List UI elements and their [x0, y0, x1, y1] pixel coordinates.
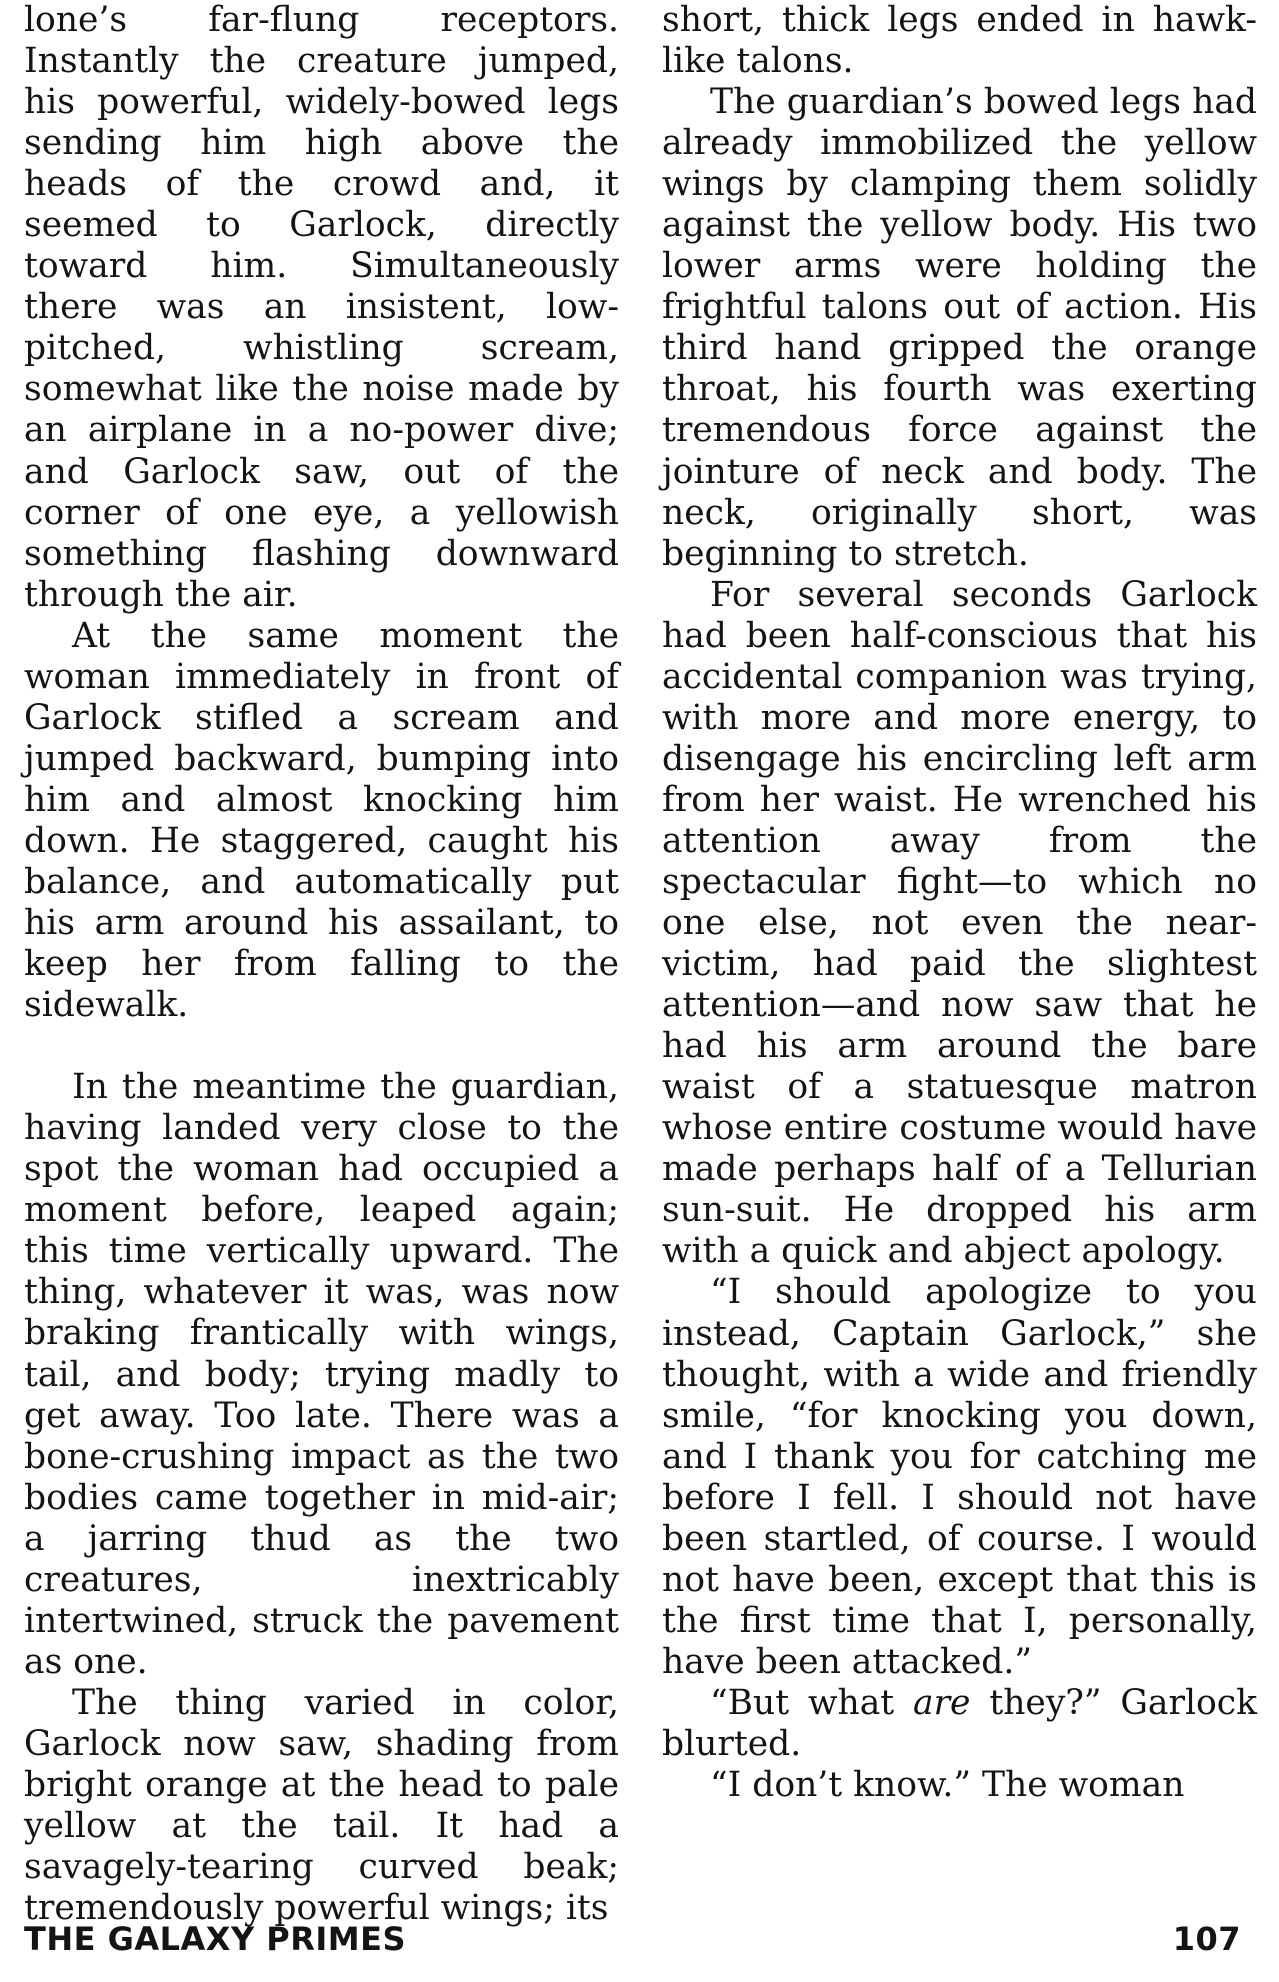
p5-text-before: “But what [710, 1682, 913, 1723]
left-paragraph-2: At the same moment the woman immediately in front of Garlock stifled a scream and jumped backward, bumping into him and almost knocking him down. He staggered, caught his balance, and automatically put his arm around his assailant, to keep her from falling to the sidewalk. [24, 615, 619, 1026]
right-column [662, 0, 1257, 1806]
p5-emphasis: are [913, 1682, 971, 1723]
page-footer [24, 1920, 1241, 1958]
page-number: 107 [1172, 1920, 1241, 1958]
right-paragraph-2: The guardian’s bowed legs had already immobilized the yellow wings by clamping them solidly against the yellow body. His two lower arms were holding the frightful talons out of action. His third hand gripped the orange throat, his fourth was exerting tremendous force against the jointure of neck and body. The neck, originally short, was beginning to stretch. [662, 82, 1257, 574]
right-paragraph-3: For several seconds Garlock had been half-conscious that his accidental companion was trying, with more and more energy, to disengage his encircling left arm from her waist. He wrenched his attention away from the spectacular fight—to which no one else, not even the near-victim, had paid the slightest attention—and now saw that he had his arm around the bare waist of a statuesque matron whose entire costume would have made perhaps half of a Tellurian sun-suit. He dropped his arm with a quick and abject apology. [662, 574, 1257, 1272]
left-paragraph-1: lone’s far-flung receptors. Instantly the creature jumped, his powerful, widely-bowed legs sending him high above the heads of the crowd and, it seemed to Garlock, directly toward him. Simultaneously there was an insistent, low-pitched, whistling scream, somewhat like the noise made by an airplane in a no-power dive; and Garlock saw, out of the corner of one eye, a yellowish something flashing downward through the air. [24, 0, 619, 615]
right-paragraph-4: “I should apologize to you instead, Captain Garlock,” she thought, with a wide and friendly smile, “for knocking you down, and I thank you for catching me before I fell. I should not have been startled, of course. I would not have been, except that this is the first time that I, personally, have been attacked.” [662, 1272, 1257, 1682]
left-column [24, 0, 619, 1929]
right-paragraph-1: short, thick legs ended in hawk-like talons. [662, 0, 1257, 82]
right-paragraph-6: “I don’t know.” The woman [710, 1765, 1185, 1806]
right-paragraph-5 [662, 1683, 1257, 1765]
left-paragraph-4: The thing varied in color, Garlock now saw, shading from bright orange at the head to pale yellow at the tail. It had a savagely-tearing curved beak; tremendously powerful wings; its [24, 1682, 619, 1929]
left-paragraph-3: In the meantime the guardian, having landed very close to the spot the woman had occupied a moment before, leaped again; this time vertically upward. The thing, whatever it was, was now braking frantically with wings, tail, and body; trying madly to get away. Too late. There was a bone-crushing impact as the two bodies came together in mid-air; a jarring thud as the two creatures, inextricably intertwined, struck the pavement as one. [24, 1067, 619, 1682]
p5-text-after: they?” Garlock blurted. [662, 1682, 1257, 1764]
running-title: THE GALAXY PRIMES [24, 1920, 407, 1958]
